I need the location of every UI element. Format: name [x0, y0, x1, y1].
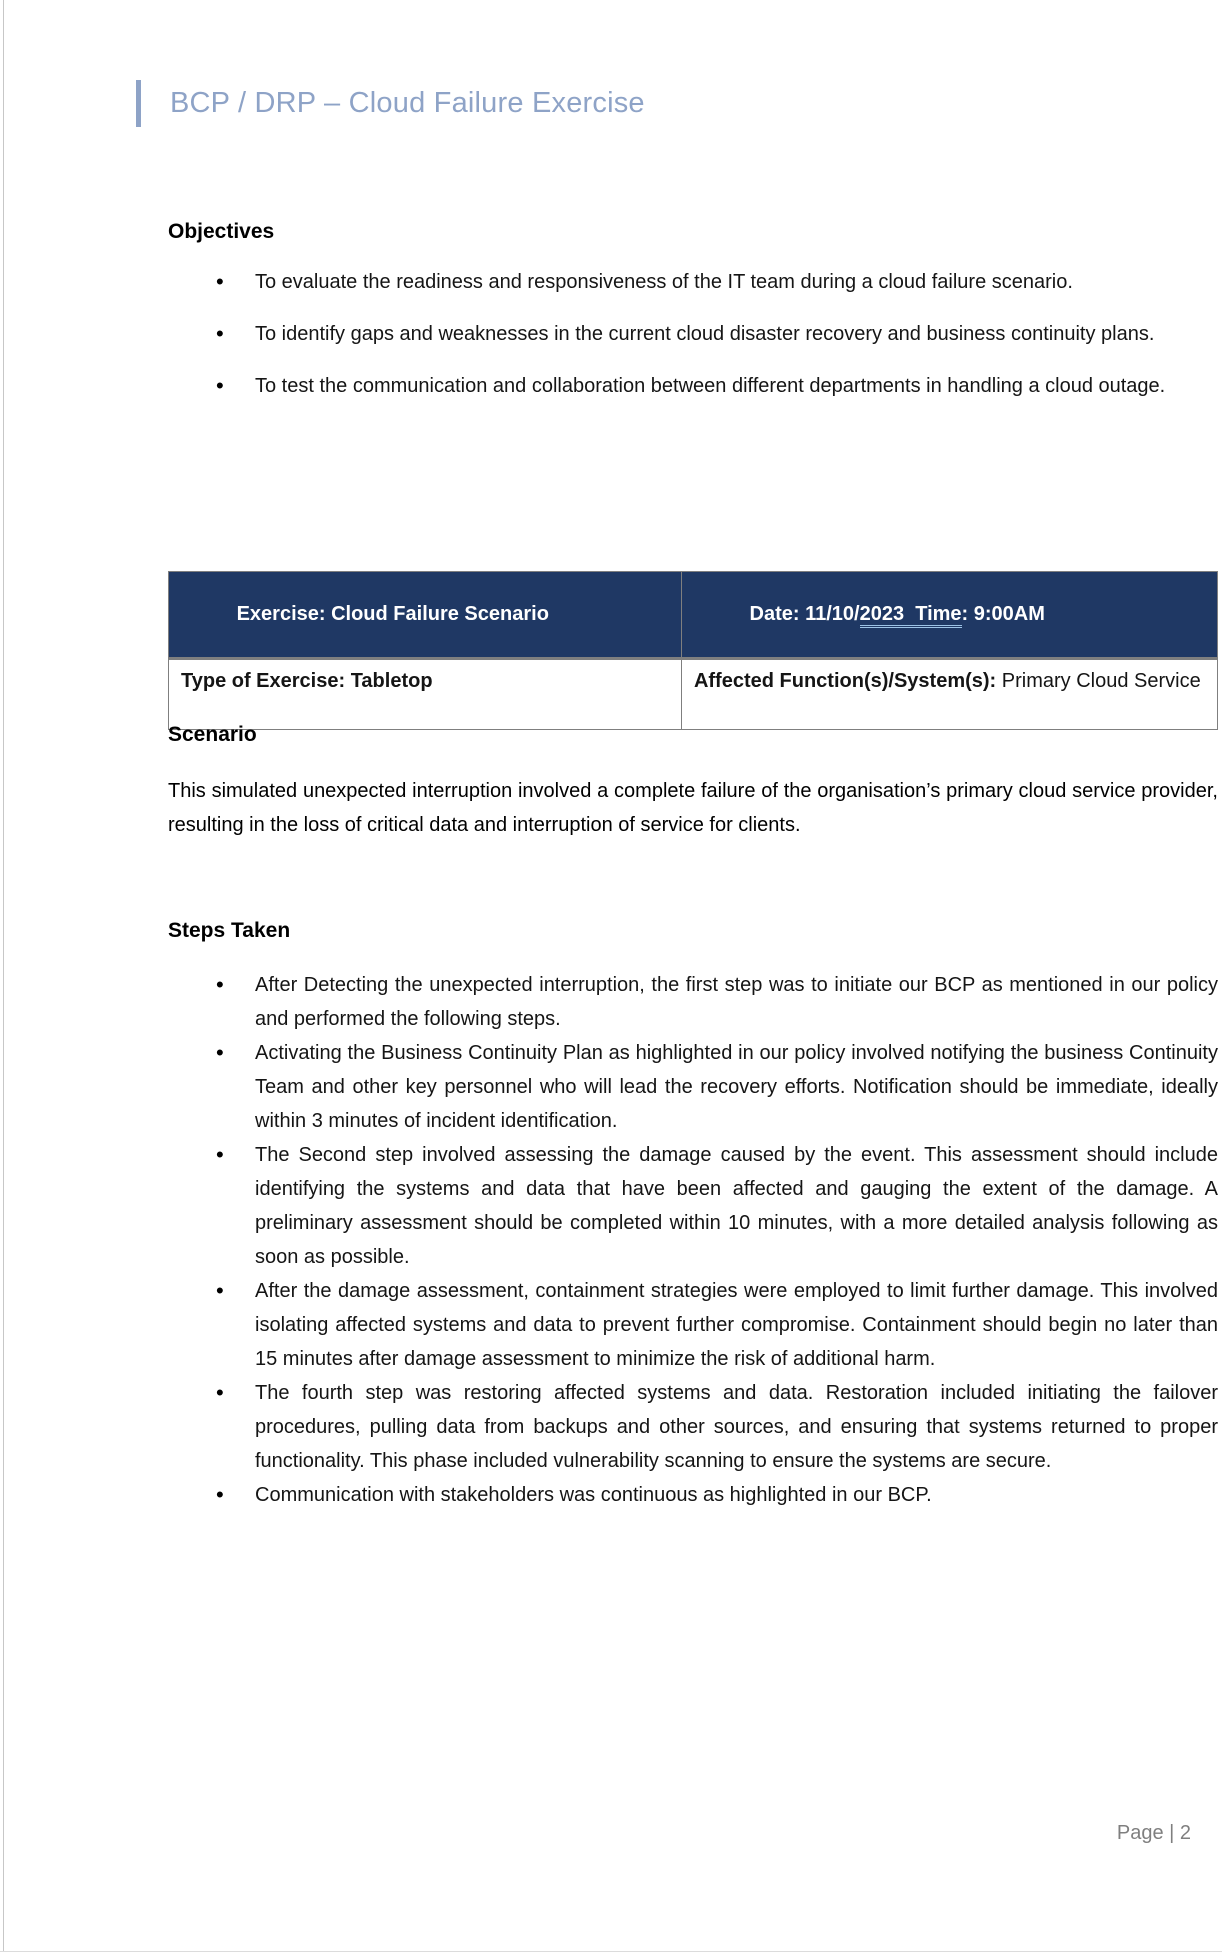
objectives-list — [168, 265, 1218, 403]
list-item: • After the damage assessment, containment strategies were employed to limit further damage. This involved isolating affected systems and data to prevent further compromise. Containment should begin no later than 15 minutes after damage assessment to minimize the risk of additional harm. — [255, 1274, 1218, 1376]
date-suffix: : 9:00AM — [961, 603, 1045, 625]
date-underlined-text: 2023 Time — [860, 603, 962, 628]
list-item: • Activating the Business Continuity Plan as highlighted in our policy involved notifying the business Continuity Team and other key personnel who will lead the recovery efforts. Notification should be immediate, ideally within 3 minutes of incident identification. — [255, 1036, 1218, 1138]
exercise-table — [168, 571, 1218, 730]
exercise-type-cell — [169, 659, 682, 730]
steps-taken-section — [168, 968, 1218, 1512]
list-item: • To identify gaps and weaknesses in the current cloud disaster recovery and business continuity plans. — [255, 317, 1218, 351]
scenario-paragraph: This simulated unexpected interruption involved a complete failure of the organisation’s primary cloud service provider, resulting in the loss of critical data and interruption of service for clients. — [168, 780, 1218, 836]
page-bottom-edge — [0, 1951, 1222, 1952]
table-body-row — [169, 659, 1218, 730]
scenario-heading: Scenario — [168, 723, 257, 746]
affected-systems-label: Affected Function(s)/System(s): — [693, 670, 997, 692]
exercise-table-wrapper — [168, 571, 1218, 730]
exercise-type: Type of Exercise: Tabletop — [181, 670, 433, 692]
list-item: • After Detecting the unexpected interruption, the first step was to initiate our BCP as mentioned in our policy and performed the following steps. — [255, 968, 1218, 1036]
date-time-cell — [681, 572, 1217, 659]
document-title: BCP / DRP – Cloud Failure Exercise — [170, 87, 645, 119]
title-block — [136, 80, 1218, 127]
page-left-edge — [3, 0, 4, 1952]
affected-systems-cell — [681, 659, 1217, 730]
exercise-name: Exercise: Cloud Failure Scenario — [236, 603, 549, 625]
list-item: • To test the communication and collaboration between different departments in handling a cloud outage. — [255, 369, 1218, 403]
list-item: • The fourth step was restoring affected systems and data. Restoration included initiating the failover procedures, pulling data from backups and other sources, and ensuring that systems returned to proper functionality. This phase included vulnerability scanning to ensure the systems are secure. — [255, 1376, 1218, 1478]
page-number: Page | 2 — [1116, 1822, 1191, 1844]
title-accent-bar — [136, 80, 141, 127]
table-header-row — [169, 572, 1218, 659]
list-item: • The Second step involved assessing the damage caused by the event. This assessment should include identifying the systems and data that have been affected and gauging the extent of the damage. A preliminary assessment should be completed within 10 minutes, with a more detailed analysis following as soon as possible. — [255, 1138, 1218, 1274]
exercise-name-cell — [169, 572, 682, 659]
steps-taken-heading: Steps Taken — [168, 919, 291, 942]
affected-systems-value: Primary Cloud Service — [996, 670, 1201, 692]
list-item: • Communication with stakeholders was continuous as highlighted in our BCP. — [255, 1478, 1218, 1512]
date-prefix: Date: 11/10/ — [749, 603, 860, 625]
objectives-heading: Objectives — [168, 220, 275, 243]
objectives-section — [168, 265, 1218, 403]
list-item: • To evaluate the readiness and responsiveness of the IT team during a cloud failure scenario. — [255, 265, 1218, 299]
steps-taken-list — [168, 968, 1218, 1512]
